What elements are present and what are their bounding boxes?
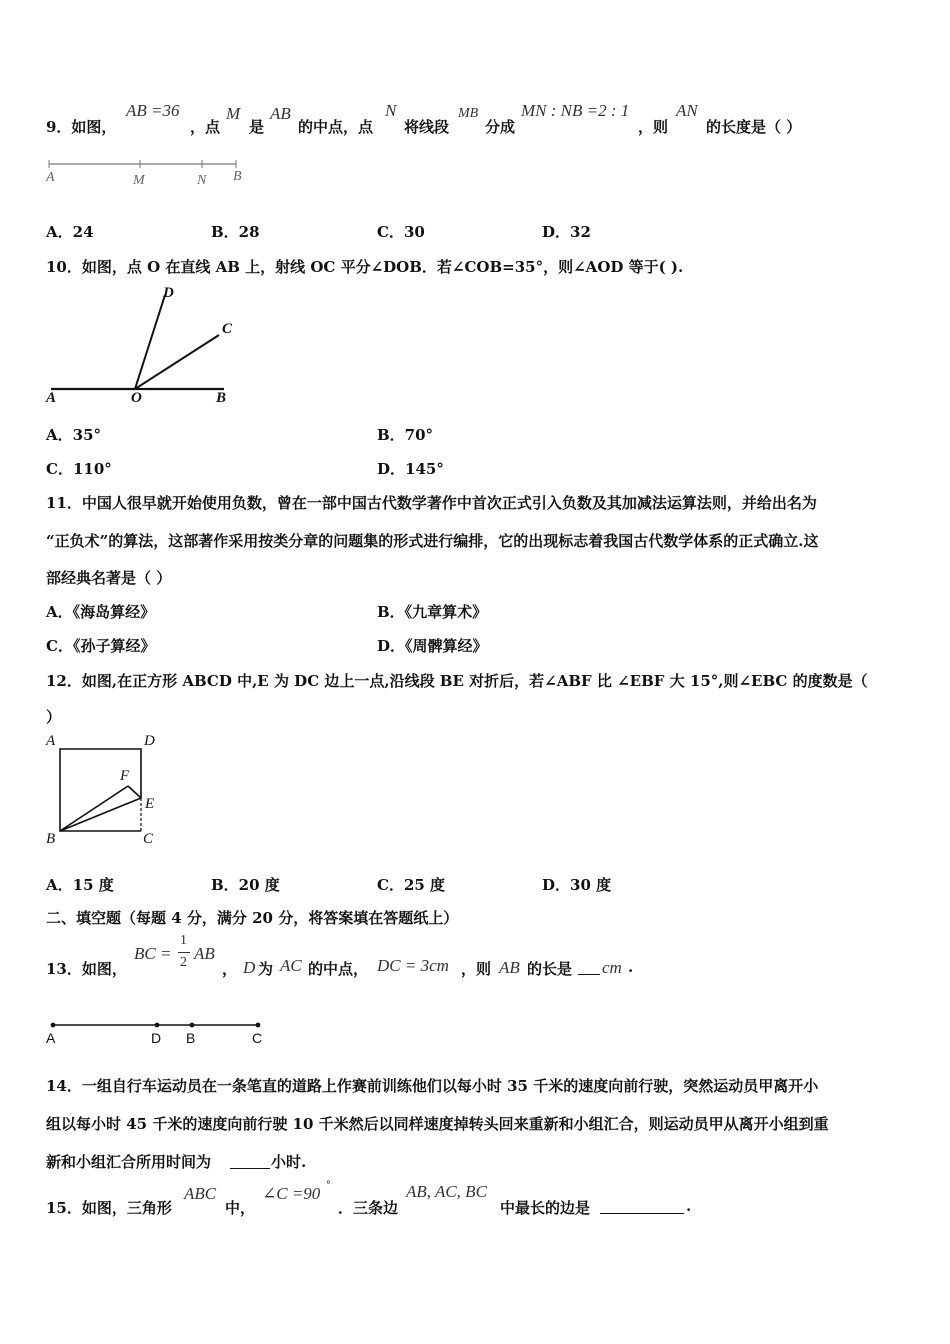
q13-ab2: AB <box>499 958 520 977</box>
q10-label-d: D <box>163 285 174 301</box>
q9-ratio: MN : NB =2 : 1 <box>521 101 630 120</box>
q14-answer-blank[interactable] <box>230 1168 270 1169</box>
q12-option-b[interactable]: B．20 度 <box>211 876 280 894</box>
q11-line-3: 部经典名著是（ ） <box>46 569 172 587</box>
q10-label-a: A <box>46 390 57 406</box>
q13-label-d: D <box>151 1030 162 1046</box>
q10-ray-oc <box>135 335 219 389</box>
q13-label-a: A <box>46 1030 56 1046</box>
q9-mb: MB <box>458 106 479 121</box>
q9-text: 是 <box>249 118 265 136</box>
q9-number: 9．如图， <box>46 118 117 136</box>
q11-option-c[interactable]: C．《孙子算经》 <box>46 637 156 655</box>
q9-option-c[interactable]: C．30 <box>377 223 425 241</box>
q11-option-d[interactable]: D．《周髀算经》 <box>377 637 488 655</box>
q9-label-n: N <box>197 173 207 188</box>
q15-number: 15．如图，三角形 <box>46 1199 172 1217</box>
q13-wei: 为 <box>258 960 274 978</box>
q13-comma: ， <box>222 960 238 978</box>
q12-segment-bf <box>60 786 128 831</box>
q13-end: . <box>628 958 634 976</box>
q12-line-1: 12．如图,在正方形 ABCD 中,E 为 DC 边上一点,沿线段 BE 对折后，若∠ABF 比 ∠EBF 大 15°,则∠EBC 的度数是（ <box>46 672 868 690</box>
q13-mid: 的中点， <box>308 960 369 978</box>
q13-frac-num: 1 <box>180 933 187 948</box>
q13-frac-den: 2 <box>180 955 187 970</box>
q13-unit: cm <box>602 958 622 977</box>
q10-label-b: B <box>216 390 227 406</box>
q10-stem: 10．如图，点 O 在直线 AB 上，射线 OC 平分∠DOB．若∠COB=35°，则∠AOD 等于( ). <box>46 258 684 276</box>
q12-label-b: B <box>46 831 56 847</box>
q9-text: ，则 <box>638 118 669 136</box>
q13-answer-blank[interactable] <box>578 974 600 975</box>
q12-segment-be-solid <box>60 798 141 831</box>
q12-segment-fe <box>128 786 141 798</box>
q15-end: . <box>686 1197 692 1215</box>
q9-option-b[interactable]: B．28 <box>211 223 260 241</box>
q13-label-c: C <box>252 1030 263 1046</box>
q11-line-2: “正负术”的算法，这部著作采用按类分章的问题集的形式进行编排，它的出现标志着我国古代数学体系的正式确立.这 <box>46 532 819 550</box>
q13-de: 的长是 <box>527 960 573 978</box>
q9-option-a[interactable]: A．24 <box>46 223 94 241</box>
q9-an: AN <box>676 101 698 120</box>
q9-option-d[interactable]: D．32 <box>542 223 591 241</box>
q9-ab: AB <box>270 104 291 123</box>
q12-figure <box>46 735 166 845</box>
q12-label-f: F <box>120 768 130 784</box>
q9-text: ，点 <box>190 118 221 136</box>
q14-line-1: 14．一组自行车运动员在一条笔直的道路上作赛前训练他们以每小时 35 千米的速度向前行驶，突然运动员甲离开小 <box>46 1077 819 1095</box>
q9-figure <box>46 158 246 188</box>
q13-frac-bar <box>178 952 190 953</box>
q9-label-m: M <box>133 173 145 188</box>
q14-line-3a: 新和小组汇合所用时间为 <box>46 1153 212 1171</box>
q13-d: D <box>243 958 256 977</box>
q12-line-2: ） <box>46 708 62 726</box>
q9-text: 将线段 <box>404 118 450 136</box>
q9-text: 的中点，点 <box>298 118 374 136</box>
q10-option-a[interactable]: A．35° <box>46 426 102 444</box>
q9-n: N <box>385 101 397 120</box>
q12-label-a: A <box>46 733 56 749</box>
q11-option-b[interactable]: B．《九章算术》 <box>377 603 488 621</box>
q12-label-c: C <box>143 831 154 847</box>
q10-option-d[interactable]: D．145° <box>377 460 444 478</box>
q13-point-a <box>51 1023 56 1028</box>
q9-expr-ab36: AB =36 <box>126 101 180 120</box>
q12-square <box>60 749 141 831</box>
q11-option-a[interactable]: A．《海岛算经》 <box>46 603 156 621</box>
q12-label-e: E <box>145 796 155 812</box>
q13-ac: AC <box>280 956 302 975</box>
q12-option-a[interactable]: A．15 度 <box>46 876 114 894</box>
q10-ray-od <box>135 295 165 389</box>
q15-degree: ° <box>326 1180 331 1191</box>
q13-number: 13．如图， <box>46 960 127 978</box>
q9-tail: 的长度是（ ） <box>706 118 802 136</box>
q15-answer-blank[interactable] <box>600 1213 684 1214</box>
q9-label-a: A <box>46 170 55 185</box>
q13-ab: AB <box>194 944 215 963</box>
q15-sides: AB, AC, BC <box>406 1182 487 1201</box>
q14-line-2: 组以每小时 45 千米的速度向前行驶 10 千米然后以同样速度掉转头回来重新和小组汇合，则运动员甲从离开小组到重 <box>46 1115 829 1133</box>
q12-option-d[interactable]: D．30 度 <box>542 876 612 894</box>
q15-angle: ∠C =90 <box>262 1184 321 1203</box>
q9-label-b: B <box>233 169 242 184</box>
q15-tail: 中最长的边是 <box>500 1199 591 1217</box>
q15-zhong: 中， <box>225 1199 256 1217</box>
q13-ze: ，则 <box>461 960 492 978</box>
q15-abc: ABC <box>184 1184 217 1203</box>
q14-line-3b: 小时. <box>271 1153 307 1171</box>
q13-dc: DC = 3cm <box>377 956 449 975</box>
q15-dot: ．三条边 <box>338 1199 399 1217</box>
q9-text: 分成 <box>485 118 516 136</box>
q10-label-c: C <box>222 321 233 337</box>
q12-option-c[interactable]: C．25 度 <box>377 876 446 894</box>
q10-label-o: O <box>131 390 142 406</box>
q13-label-b: B <box>186 1030 196 1046</box>
q9-m: M <box>226 104 241 123</box>
q10-option-b[interactable]: B．70° <box>377 426 434 444</box>
q13-point-d <box>155 1023 160 1028</box>
q13-bc-eq: BC = <box>134 944 172 963</box>
section-2-title: 二、填空题（每题 4 分，满分 20 分，将答案填在答题纸上） <box>46 909 459 927</box>
q10-option-c[interactable]: C．110° <box>46 460 112 478</box>
q13-point-c <box>256 1023 261 1028</box>
q12-label-d: D <box>144 733 155 749</box>
q13-point-b <box>190 1023 195 1028</box>
q11-line-1: 11．中国人很早就开始使用负数，曾在一部中国古代数学著作中首次正式引入负数及其加减法运算法则，并给出名为 <box>46 494 817 512</box>
